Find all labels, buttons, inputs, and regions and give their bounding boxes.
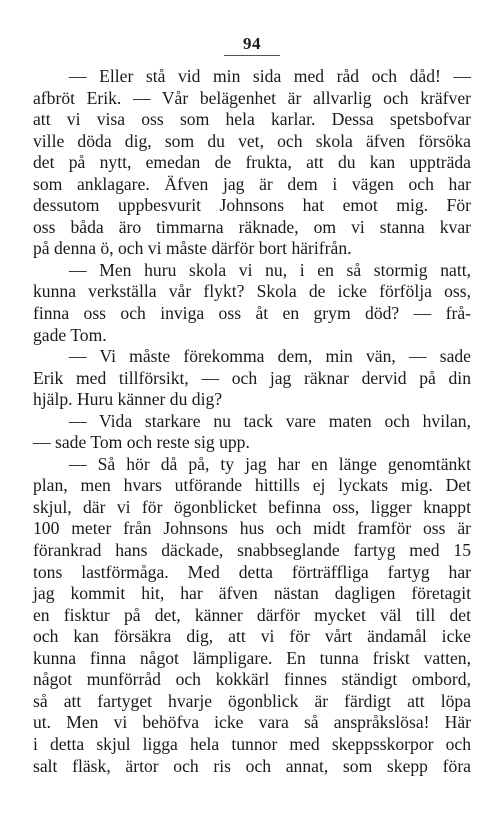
text-line: och kan försäkra dig, att vi för vårt ändamål icke (33, 626, 471, 647)
text-line: skjul, där vi för ögonblicket befinna oss, ligger knappt (33, 496, 471, 517)
text-line: — sade Tom och reste sig upp. (33, 432, 250, 453)
text-line: finna oss och inviga oss åt en grym död? — frå- (33, 303, 471, 324)
text-line: kunna finna något lämpligare. En tunna friskt vatten, (33, 647, 471, 668)
text-line: 100 meter från Johnsons hus och midt framför oss är (33, 518, 471, 539)
text-line: plan, men hvars utförande hittills ej lyckats mig. Det (33, 475, 471, 496)
text-line: något munförråd och kokkärl finnes ständigt ombord, (33, 669, 471, 690)
text-line: som anklagare. Äfven jag är dem i vägen och har (33, 173, 471, 194)
text-line: så att fartyget hvarje ögonblick är färdigt att löpa (33, 690, 471, 711)
header-rule (224, 55, 280, 56)
text-line: — Vi måste förekomma dem, min vän, — sade (69, 346, 471, 367)
text-line: kunna verkställa vår flykt? Skola de icke förfölja oss, (33, 281, 471, 302)
text-line: ut. Men vi behöfva icke vara så anspråkslösa! Här (33, 712, 471, 733)
text-line: i detta skjul ligga hela tunnor med skeppsskorpor och (33, 733, 471, 754)
text-line: gade Tom. (33, 324, 107, 345)
text-line: tons lastförmåga. Med detta förträffliga fartyg har (33, 561, 471, 582)
text-line: ville döda dig, som du vet, och skola äfven försöka (33, 130, 471, 151)
text-line: hjälp. Huru känner du dig? (33, 389, 223, 410)
text-line: förankrad hans däckade, snabbseglande fartyg med 15 (33, 540, 471, 561)
text-line: jag kommit hit, har äfven nästan dagligen företagit (33, 583, 471, 604)
text-line: oss båda äro timmarna räknade, om vi stanna kvar (33, 216, 471, 237)
text-line: en fisktur på det, känner därför mycket väl till det (33, 604, 471, 625)
text-line: — Men huru skola vi nu, i en så stormig natt, (69, 259, 471, 280)
text-line: dessutom uppbesvurit Johnsons hat emot mig. För (33, 195, 471, 216)
text-line: — Eller stå vid min sida med råd och dåd! — (69, 66, 471, 86)
text-line: salt fläsk, ärtor och ris och annat, som skepp föra (33, 755, 471, 776)
text-line: på denna ö, och vi måste därför bort härifrån. (33, 238, 352, 259)
text-line: afbröt Erik. — Vår belägenhet är allvarlig och kräfver (33, 87, 471, 108)
body-text (33, 66, 471, 777)
text-line: — Vida starkare nu tack vare maten och hvilan, (69, 410, 471, 431)
text-line: Erik med tillförsikt, — och jag räknar dervid på din (33, 367, 471, 388)
page-number: 94 (243, 34, 261, 53)
text-line: det på nytt, emedan de frukta, att du kan uppträda (33, 152, 471, 173)
text-line: — Så hör då på, ty jag har en länge genomtänkt (69, 453, 471, 474)
text-line: att vi visa oss som hela karlar. Dessa spetsbofvar (33, 109, 471, 130)
